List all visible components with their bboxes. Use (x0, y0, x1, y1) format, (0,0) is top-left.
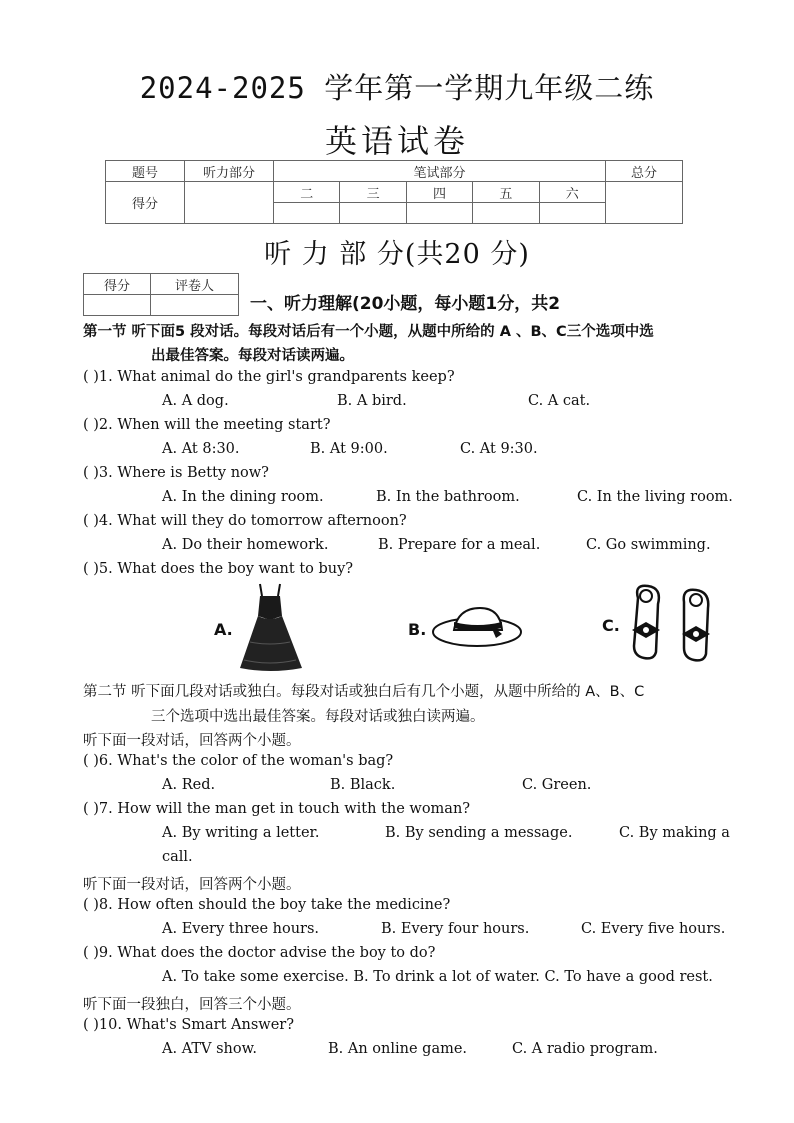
cell-defen: 得分 (106, 182, 185, 224)
hat-icon (430, 602, 525, 652)
cell-tingli-score[interactable] (185, 182, 274, 224)
question-7: ( )7. How will the man get in touch with the woman? (83, 801, 471, 817)
section1-instruction-2: 出最佳答案。每段对话读两遍。 (151, 348, 354, 364)
q5-option-b: B. (408, 620, 427, 639)
section2-instruction-1: 第二节 听下面几段对话或独白。每段对话或独白后有几个小题，从题中所给的 A、B、C (83, 684, 645, 700)
q3-option-a: A. In the dining room. (162, 489, 324, 505)
q7-option-b: B. By sending a message. (385, 825, 573, 841)
part1-heading: 一、听力理解(20小题，每小题1分，共2 (250, 294, 561, 314)
grader-col-grader: 评卷人 (151, 274, 239, 295)
cell-zongfen: 总分 (606, 161, 683, 182)
cell-score-6[interactable] (539, 203, 605, 224)
cell-score-2[interactable] (274, 203, 340, 224)
cell-sub-5: 五 (473, 182, 539, 203)
q9-options: A. To take some exercise. B. To drink a lot of water. C. To have a good rest. (162, 969, 713, 985)
q7-option-c-cont: call. (162, 849, 193, 865)
dress-icon (236, 582, 306, 672)
cell-sub-3: 三 (340, 182, 406, 203)
q1-option-c: C. A cat. (528, 393, 591, 409)
q3-option-b: B. In the bathroom. (376, 489, 520, 505)
sandals-icon (626, 582, 726, 662)
q1-option-a: A. A dog. (162, 393, 229, 409)
q10-option-a: A. ATV show. (162, 1041, 257, 1057)
q4-option-a: A. Do their homework. (162, 537, 329, 553)
question-10: ( )10. What's Smart Answer? (83, 1017, 294, 1033)
q7-option-a: A. By writing a letter. (162, 825, 320, 841)
cell-total-score[interactable] (606, 182, 683, 224)
q6-option-b: B. Black. (330, 777, 396, 793)
grader-score-cell[interactable] (84, 295, 151, 316)
question-4: ( )4. What will they do tomorrow afternoon? (83, 513, 407, 529)
section1-instruction-1: 第一节 听下面5 段对话。每段对话后有一个小题，从题中所给的 A 、B、C三个选项中选 (83, 324, 654, 340)
q10-option-c: C. A radio program. (512, 1041, 658, 1057)
sub-intro-1: 听下面一段对话，回答两个小题。 (83, 733, 301, 749)
q2-option-c: C. At 9:30. (460, 441, 538, 457)
q8-option-c: C. Every five hours. (581, 921, 726, 937)
listening-title: 听 力 部 分(共20 分) (264, 239, 530, 270)
q10-option-b: B. An online game. (328, 1041, 468, 1057)
cell-sub-2: 二 (274, 182, 340, 203)
q2-option-b: B. At 9:00. (310, 441, 388, 457)
grader-name-cell[interactable] (151, 295, 239, 316)
cell-bishi: 笔试部分 (274, 161, 606, 182)
q8-option-b: B. Every four hours. (381, 921, 530, 937)
q5-option-a: A. (214, 620, 233, 639)
q7-option-c: C. By making a (619, 825, 730, 841)
q6-option-c: C. Green. (522, 777, 592, 793)
question-1: ( )1. What animal do the girl's grandparents keep? (83, 369, 455, 385)
question-8: ( )8. How often should the boy take the medicine? (83, 897, 451, 913)
section2-instruction-2: 三个选项中选出最佳答案。每段对话或独白读两遍。 (151, 709, 485, 725)
exam-title-line1: 2024-2025 学年第一学期九年级二练 (139, 71, 655, 105)
q2-option-a: A. At 8:30. (162, 441, 240, 457)
question-5: ( )5. What does the boy want to buy? (83, 561, 354, 577)
q3-option-c: C. In the living room. (577, 489, 733, 505)
grader-table (83, 273, 239, 316)
cell-score-4[interactable] (406, 203, 472, 224)
cell-score-3[interactable] (340, 203, 406, 224)
cell-score-5[interactable] (473, 203, 539, 224)
q6-option-a: A. Red. (162, 777, 216, 793)
question-9: ( )9. What does the doctor advise the boy to do? (83, 945, 436, 961)
q4-option-b: B. Prepare for a meal. (378, 537, 541, 553)
cell-tihao: 题号 (106, 161, 185, 182)
question-6: ( )6. What's the color of the woman's bag? (83, 753, 394, 769)
sub-intro-3: 听下面一段独白，回答三个小题。 (83, 997, 301, 1013)
q5-option-c: C. (602, 616, 620, 635)
cell-sub-6: 六 (539, 182, 605, 203)
exam-title-line2: 英语试卷 (324, 122, 469, 160)
cell-sub-4: 四 (406, 182, 472, 203)
q4-option-c: C. Go swimming. (586, 537, 711, 553)
grader-col-score: 得分 (84, 274, 151, 295)
sub-intro-2: 听下面一段对话，回答两个小题。 (83, 877, 301, 893)
score-table (105, 160, 683, 224)
question-3: ( )3. Where is Betty now? (83, 465, 269, 481)
q1-option-b: B. A bird. (337, 393, 407, 409)
cell-tingli: 听力部分 (185, 161, 274, 182)
question-2: ( )2. When will the meeting start? (83, 417, 331, 433)
q8-option-a: A. Every three hours. (162, 921, 320, 937)
